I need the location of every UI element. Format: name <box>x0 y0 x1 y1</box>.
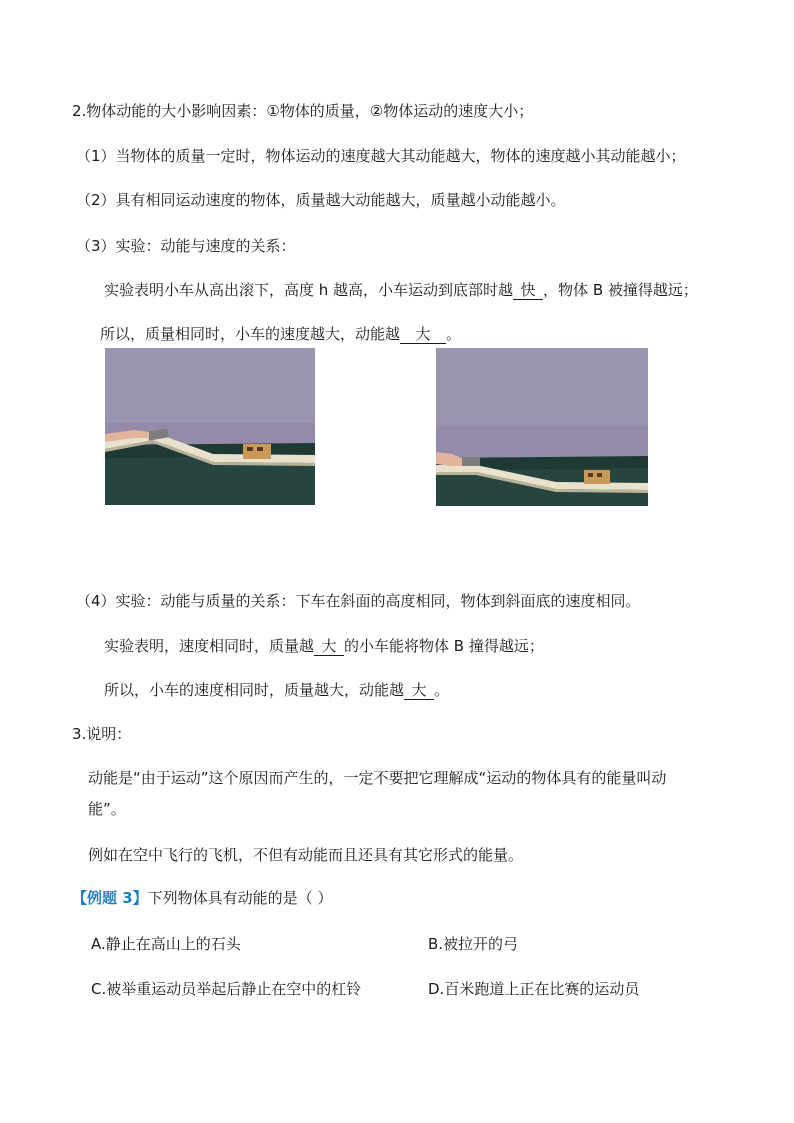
section-2-title: 2.物体动能的大小影响因素：①物体的质量，②物体运动的速度大小； <box>72 102 534 120</box>
speed-conclusion <box>100 324 461 344</box>
paragraph-1: （1）当物体的质量一定时，物体运动的速度越大其动能越大，物体的速度越小其动能越小； <box>76 147 686 165</box>
conclusion-text-pre: 所以，质量相同时，小车的速度越大，动能越 <box>100 325 401 343</box>
example-question-text: 下列物体具有动能的是（ ） <box>147 889 333 907</box>
photo-right-image <box>436 348 648 506</box>
paragraph-4: （4）实验：动能与质量的关系：下车在斜面的高度相同，物体到斜面底的速度相同。 <box>76 592 641 610</box>
option-c[interactable]: C.被举重运动员举起后静止在空中的杠铃 <box>91 980 362 998</box>
note-1-line-1: 动能是“由于运动”这个原因而产生的，一定不要把它理解成“运动的物体具有的能量叫动 <box>88 769 667 787</box>
paragraph-2: （2）具有相同运动速度的物体，质量越大动能越大，质量越小动能越小。 <box>76 191 566 209</box>
experiment-photo-left <box>105 348 315 505</box>
experiment-mass-result <box>104 636 544 656</box>
blank-answer-fast: 快 <box>513 282 543 300</box>
note-1-line-2: 能”。 <box>88 800 126 818</box>
conclusion-text-post: 。 <box>446 325 462 343</box>
result-text-pre: 实验表明小车从高出滚下，高度 h 越高，小车运动到底部时越 <box>104 281 514 299</box>
mass-conclusion-post: 。 <box>434 681 450 699</box>
option-b[interactable]: B.被拉开的弓 <box>428 935 519 953</box>
mass-conclusion-pre: 所以，小车的速度相同时，质量越大，动能越 <box>104 681 405 699</box>
paragraph-3: （3）实验：动能与速度的关系： <box>76 237 296 255</box>
section-3-title: 3.说明： <box>72 725 132 743</box>
photo-left-image <box>105 348 315 505</box>
experiment-photo-right <box>436 348 648 506</box>
option-d[interactable]: D.百米跑道上正在比赛的运动员 <box>428 980 640 998</box>
mass-result-post: 的小车能将物体 B 撞得越远； <box>344 637 544 655</box>
blank-answer-large-2: 大 <box>314 638 344 656</box>
experiment-speed-result <box>104 280 698 300</box>
mass-result-pre: 实验表明，速度相同时，质量越 <box>104 637 315 655</box>
example-tag: 【例题 3】 <box>72 889 148 907</box>
mass-conclusion <box>104 680 449 700</box>
option-a[interactable]: A.静止在高山上的石头 <box>91 935 241 953</box>
result-text-post: ，物体 B 被撞得越远； <box>543 281 698 299</box>
blank-answer-large-1: 大 <box>400 326 446 344</box>
example-question <box>72 888 332 908</box>
note-2: 例如在空中飞行的飞机，不但有动能而且还具有其它形式的能量。 <box>88 846 524 864</box>
blank-answer-large-3: 大 <box>404 682 434 700</box>
